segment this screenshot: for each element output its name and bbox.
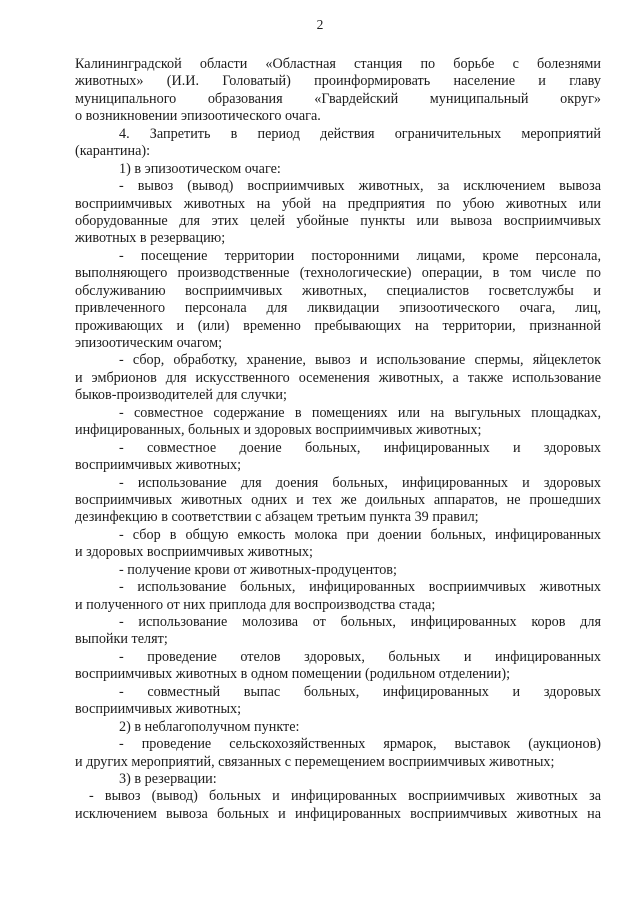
text-line: Калининградской области «Областная станция по борьбе с болезнями xyxy=(75,56,601,72)
text-line: - использование молозива от больных, инфицированных коров для xyxy=(119,614,601,630)
text-line: - использование для доения больных, инфицированных и здоровых xyxy=(119,474,601,491)
text-line: обслуживанию восприимчивых животных, специалистов госветслужбы и xyxy=(75,282,601,299)
text-line: животных» (И.И. Головатый) проинформировать население и главу xyxy=(75,73,601,90)
text-line: восприимчивых животных; xyxy=(75,457,242,474)
text-line: о возникновении эпизоотического очага. xyxy=(75,108,321,125)
text-line: 4. Запретить в период действия ограничительных мероприятий xyxy=(119,125,601,142)
text-line: - вывоз (вывод) восприимчивых животных, за исключением вывоза xyxy=(119,178,601,195)
text-line: дезинфекцию в соответствии с абзацем третьим пункта 39 правил; xyxy=(75,509,479,526)
text-line: 2) в неблагополучном пункте: xyxy=(119,718,300,735)
text-line: и эмбрионов для искусственного осеменения животных, а также использование xyxy=(75,369,601,386)
text-line: исключением вывоза больных и инфицированных восприимчивых животных на xyxy=(75,805,601,822)
text-line: восприимчивых животных одних и тех же доильных аппаратов, не прошедших xyxy=(75,491,601,508)
text-line: и других мероприятий, связанных с перемещением восприимчивых животных; xyxy=(75,753,555,770)
text-line: оборудованные для этих целей убойные пункты или вывоза восприимчивых xyxy=(75,212,601,229)
text-line: и здоровых восприимчивых животных; xyxy=(75,544,313,561)
text-line: эпизоотическим очагом; xyxy=(75,335,223,351)
text-line: животных в резервацию; xyxy=(75,230,226,247)
text-line: выполняющего производственные (технологические) операции, в том числе по xyxy=(75,265,601,282)
text-line: восприимчивых животных на убой на предприятия по убою животных или xyxy=(75,195,601,212)
text-line: привлеченного персонала для ликвидации эпизоотического очага, лиц, xyxy=(75,300,601,317)
text-line: муниципального образования «Гвардейский муниципальный округ» xyxy=(75,90,601,107)
text-line: - совместное доение больных, инфицированных и здоровых xyxy=(119,439,601,456)
text-line: восприимчивых животных в одном помещении (родильном отделении); xyxy=(75,666,511,683)
text-line: 1) в эпизоотическом очаге: xyxy=(119,160,281,177)
text-line: восприимчивых животных; xyxy=(75,701,242,718)
text-line: выпойки телят; xyxy=(75,631,168,648)
text-line: и полученного от них приплода для воспроизводства стада; xyxy=(75,596,436,613)
text-line: (карантина): xyxy=(75,143,151,160)
text-line: - посещение территории посторонними лицами, кроме персонала, xyxy=(119,247,601,264)
text-line: - использование больных, инфицированных восприимчивых животных xyxy=(119,579,601,596)
text-line: - проведение сельскохозяйственных ярмарок, выставок (аукционов) xyxy=(119,736,601,753)
text-line: 3) в резервации: xyxy=(119,770,217,787)
document-body xyxy=(75,56,601,823)
text-line: проживающих и (или) временно пребывающих на территории, признанной xyxy=(75,317,601,334)
text-line: - совместное содержание в помещениях или на выгульных площадках, xyxy=(119,404,601,421)
text-line: инфицированных, больных и здоровых восприимчивых животных; xyxy=(75,422,482,439)
text-line: - вывоз (вывод) больных и инфицированных восприимчивых животных за xyxy=(89,788,601,805)
text-line: - совместный выпас больных, инфицированных и здоровых xyxy=(119,683,601,700)
text-line: - сбор в общую емкость молока при доении больных, инфицированных xyxy=(119,526,601,543)
page-number: 2 xyxy=(316,17,324,32)
text-line: - сбор, обработку, хранение, вывоз и использование спермы, яйцеклеток xyxy=(119,352,601,369)
text-line: - проведение отелов здоровых, больных и инфицированных xyxy=(119,648,601,665)
text-line: - получение крови от животных-продуцентов; xyxy=(119,561,397,578)
text-line: быков-производителей для случки; xyxy=(75,387,287,404)
